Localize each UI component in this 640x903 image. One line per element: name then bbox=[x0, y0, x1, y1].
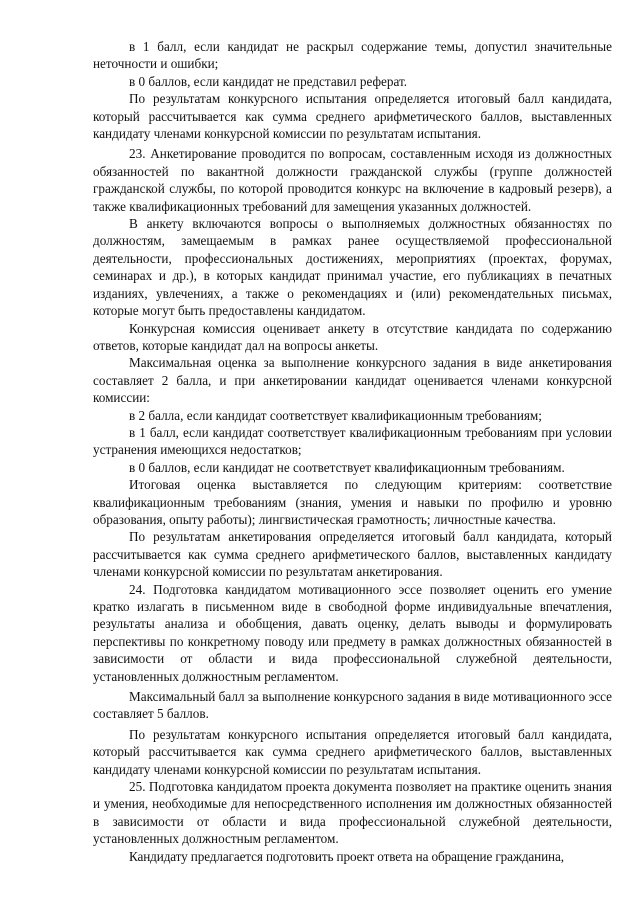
paragraph-questionnaire-final-score: По результатам анкетирования определяется итоговый балл кандидата, который рассчитывается как сумма среднего арифметического баллов, выставленных кандидату членами конкурсной комиссии по результатам анкетирования. bbox=[93, 529, 612, 580]
paragraph-score-1-questionnaire: в 1 балл, если кандидат соответствует квалификационным требованиям при условии устранения имеющихся недостатков; bbox=[93, 424, 612, 458]
paragraph-score-2-questionnaire: в 2 балла, если кандидат соответствует квалификационным требованиям; bbox=[129, 407, 542, 423]
paragraph-section-23: 23. Анкетирование проводится по вопросам, составленным исходя из должностных обязанностей по вакантной должности гражданской службы (группе должностей гражданской службы, по которой проводится конкурс на включение в кадровый резерв), а также квалификационных требований для замещения указанных должностей. bbox=[93, 146, 612, 214]
document-body bbox=[93, 38, 612, 865]
paragraph-questionnaire-content: В анкету включаются вопросы о выполняемых должностных обязанностях по должностям, замещаемым в рамках ранее осуществляемой профессиональной деятельности, профессиональных достижениях, мероприятиях (проектах, форумах, семинарах и др.), в которых кандидат принимал участие, его публикациях в печатных изданиях, увлечениях, а также о рекомендациях и (или) рекомендательных письмах, которые могут быть предоставлены кандидатом. bbox=[93, 216, 612, 319]
paragraph-score-0-essay: в 0 баллов, если кандидат не представил реферат. bbox=[129, 73, 408, 89]
paragraph-section-24: 24. Подготовка кандидатом мотивационного эссе позволяет оценить его умение кратко излагать в письменном виде в свободной форме индивидуальные впечатления, результаты анализа и обобщения, давать оценку, делать выводы и формулировать перспективы по конкретному поводу или предмету в рамках должностных обязанностей в зависимости от области и вида профессиональной служебной деятельности, установленных должностным регламентом. bbox=[93, 581, 612, 684]
paragraph-essay-final-score: По результатам конкурсного испытания определяется итоговый балл кандидата, который рассчитывается как сумма среднего арифметического баллов, выставленных кандидату членами конкурсной комиссии по результатам испытания. bbox=[93, 91, 612, 142]
paragraph-final-criteria: Итоговая оценка выставляется по следующим критериям: соответствие квалификационным требованиям (знания, умения и навыки по профилю и уровню образования, опыту работы); лингвистическая грамотность; личностные качества. bbox=[93, 477, 612, 527]
paragraph-commission-evaluation: Конкурсная комиссия оценивает анкету в отсутствие кандидата по содержанию ответов, которые кандидат дал на вопросы анкеты. bbox=[93, 320, 612, 353]
paragraph-draft-reply-task: Кандидату предлагается подготовить проект ответа на обращение гражданина, bbox=[129, 848, 564, 864]
paragraph-score-0-questionnaire: в 0 баллов, если кандидат не соответствует квалификационным требованиям. bbox=[129, 459, 565, 475]
paragraph-score-1-essay: в 1 балл, если кандидат не раскрыл содержание темы, допустил значительные неточности и ошибки; bbox=[93, 39, 612, 72]
paragraph-questionnaire-max-score: Максимальная оценка за выполнение конкурсного задания в виде анкетирования составляет 2 балла, и при анкетировании кандидат оценивается членами конкурсной комиссии: bbox=[93, 355, 612, 406]
paragraph-section-25: 25. Подготовка кандидатом проекта документа позволяет на практике оценить знания и умения, необходимые для непосредственного исполнения им должностных обязанностей в зависимости от области и вида профессиональной служебной деятельности, установленных должностным регламентом. bbox=[93, 779, 612, 847]
paragraph-motivational-essay-max-score: Максимальный балл за выполнение конкурсного задания в виде мотивационного эссе составляет 5 баллов. bbox=[93, 689, 612, 722]
paragraph-essay-final-score-repeat: По результатам конкурсного испытания определяется итоговый балл кандидата, который рассчитывается как сумма среднего арифметического баллов, выставленных кандидату членами конкурсной комиссии по результатам испытания. bbox=[93, 726, 612, 777]
